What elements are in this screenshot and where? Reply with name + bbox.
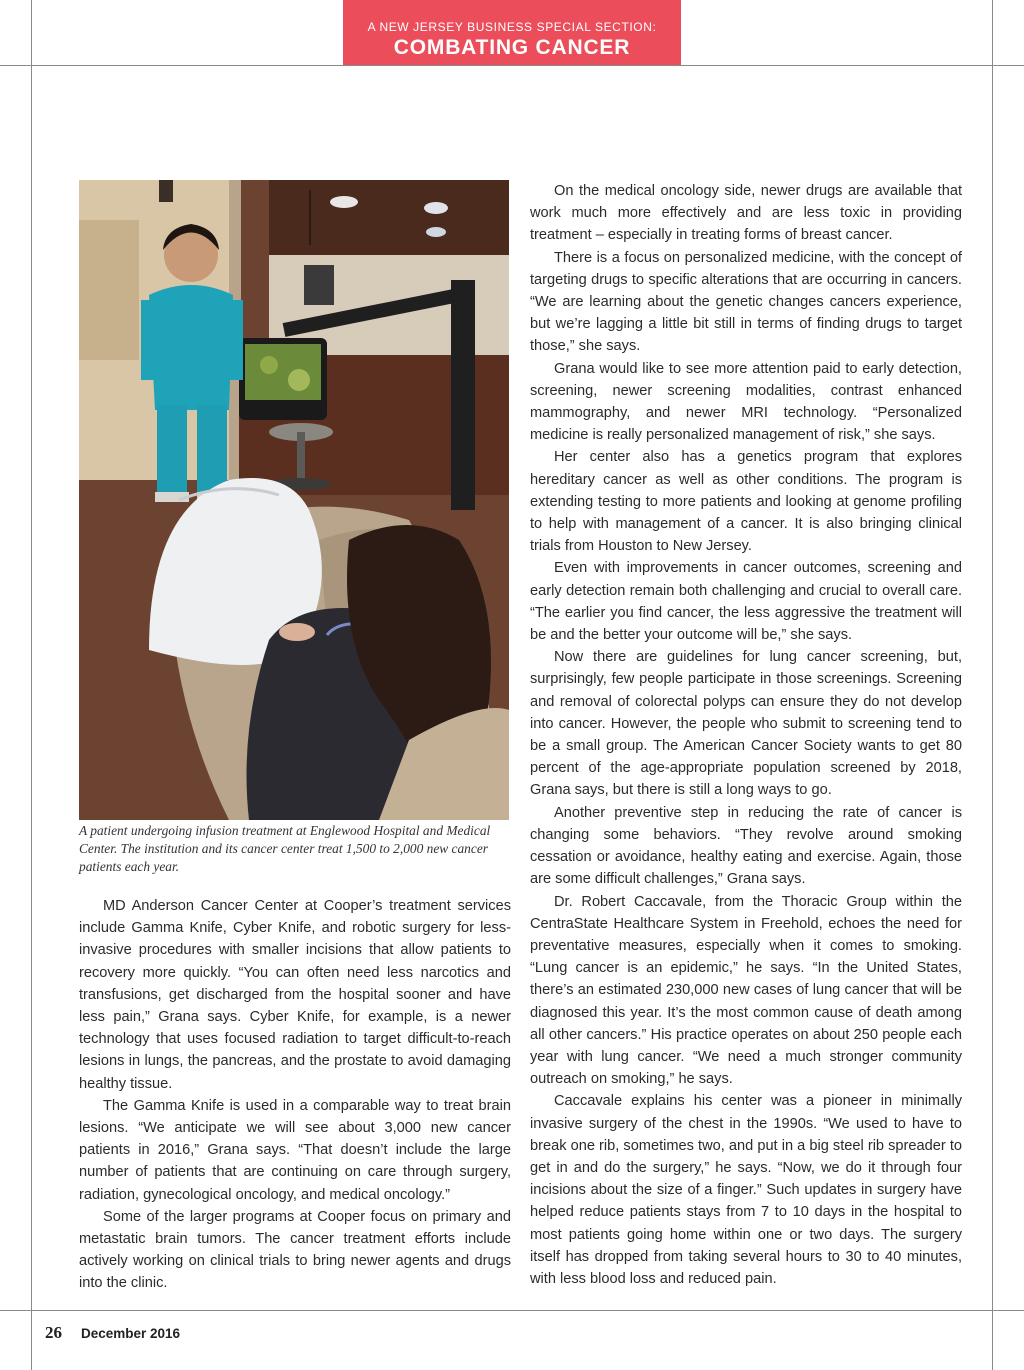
left-column [79,895,511,1295]
photo-illustration [79,180,509,820]
page-number: 26 [45,1323,62,1342]
body-paragraph: Some of the larger programs at Cooper focus on primary and metastatic brain tumors. The cancer treatment efforts include actively working on clinical trials to bring newer agents and drugs into the clinic. [79,1208,511,1292]
bottom-rule [0,1310,1024,1311]
section-header-band [343,0,681,65]
infusion-treatment-photo [79,180,509,820]
photo-caption: A patient undergoing infusion treatment at Englewood Hospital and Medical Center. The institution and its cancer center treat 1,500 to 2,000 new cancer patients each year. [79,823,491,874]
left-margin-rule [31,0,32,1370]
body-paragraph: On the medical oncology side, newer drugs are available that work much more effectively and are less toxic in providing treatment – especially in treating forms of breast cancer. [530,183,962,244]
section-title: COMBATING CANCER [393,36,631,59]
issue-date: December 2016 [81,1326,181,1341]
body-paragraph: MD Anderson Cancer Center at Cooper’s treatment services include Gamma Knife, Cyber Knife, and robotic surgery for less-invasive procedures with smaller incisions that allow patients to recovery more quickly. “You can often need less narcotics and transfusions, get discharged from the hospital sooner and have less pain,” Grana says. Cyber Knife, for example, is a newer technology that uses focused radiation to target difficult-to-reach lesions in lungs, the pancreas, and the prostate to avoid damaging healthy tissue. [79,898,511,1092]
right-margin-rule [992,0,993,1370]
body-paragraph: Her center also has a genetics program that explores hereditary cancer as well as other conditions. The program is extending testing to more patients and looking at genome profiling to help with management of a cancer. It is also bringing clinical trials from Houston to New Jersey. [530,449,962,555]
top-rule [0,65,1024,66]
body-paragraph: Dr. Robert Caccavale, from the Thoracic Group within the CentraState Healthcare System in Freehold, echoes the need for preventative measures, especially when it comes to smoking. “Lung cancer is an epidemic,” he says. “In the United States, there’s an estimated 230,000 new cases of lung cancer that will be diagnosed this year. It’s the most common cause of death among all other cancers.” His practice operates on about 250 people each year with lung cancer. “We need a much stronger community outreach on smoking,” he says. [530,893,962,1088]
body-paragraph: The Gamma Knife is used in a comparable way to treat brain lesions. “We anticipate we will see about 3,000 new cancer patients in 2016,” Grana says. “That doesn’t include the large number of patients that are continuing on care through surgery, radiation, gynecological oncology, and medical oncology.” [79,1097,511,1203]
body-paragraph: Another preventive step in reducing the rate of cancer is changing some behaviors. “They revolve around smoking cessation or avoidance, healthy eating and exercise. Again, those are some difficult challenges,” Grana says. [530,804,962,888]
body-paragraph: Caccavale explains his center was a pioneer in minimally invasive surgery of the chest in the 1990s. “We used to have to break one rib, sometimes two, and put in a big steel rib spreader to get in and do the surgery,” he says. “Now, we do it through four incisions about the size of a finger.” Such updates in surgery have helped reduce patients stays from 7 to 10 days in the hospital to most patients going home within one or two days. The surgery itself has dropped from taking several hours to 30 to 40 minutes, with less blood loss and reduced pain. [530,1093,962,1287]
body-paragraph: Even with improvements in cancer outcomes, screening and early detection remain both challenging and crucial to overall care. “The earlier you find cancer, the less aggressive the treatment will be and the better your outcome will be,” she says. [530,560,962,644]
right-column [530,180,962,1290]
body-paragraph: Now there are guidelines for lung cancer screening, but, surprisingly, few people participate in those screenings. Screening and removal of colorectal polyps can ensure they do not develop into cancer. However, the people who submit to screening tend to be a small group. The American Cancer Society wants to get 80 percent of the age-appropriate population screened by 2018, Grana says, but there is still a long ways to go. [530,649,962,799]
body-paragraph: There is a focus on personalized medicine, with the concept of targeting drugs to specific alterations that are occurring in cancers. “We are learning about the genetic changes cancers experience, but we’re lagging a little bit still in terms of finding drugs to target those,” she says. [530,249,962,355]
body-paragraph: Grana would like to see more attention paid to early detection, screening, newer screening modalities, contrast enhanced mammography, and newer MRI technology. “Personalized medicine is really personalized management of risk,” she says. [530,360,962,444]
section-kicker: A NEW JERSEY BUSINESS SPECIAL SECTION: [367,20,657,34]
